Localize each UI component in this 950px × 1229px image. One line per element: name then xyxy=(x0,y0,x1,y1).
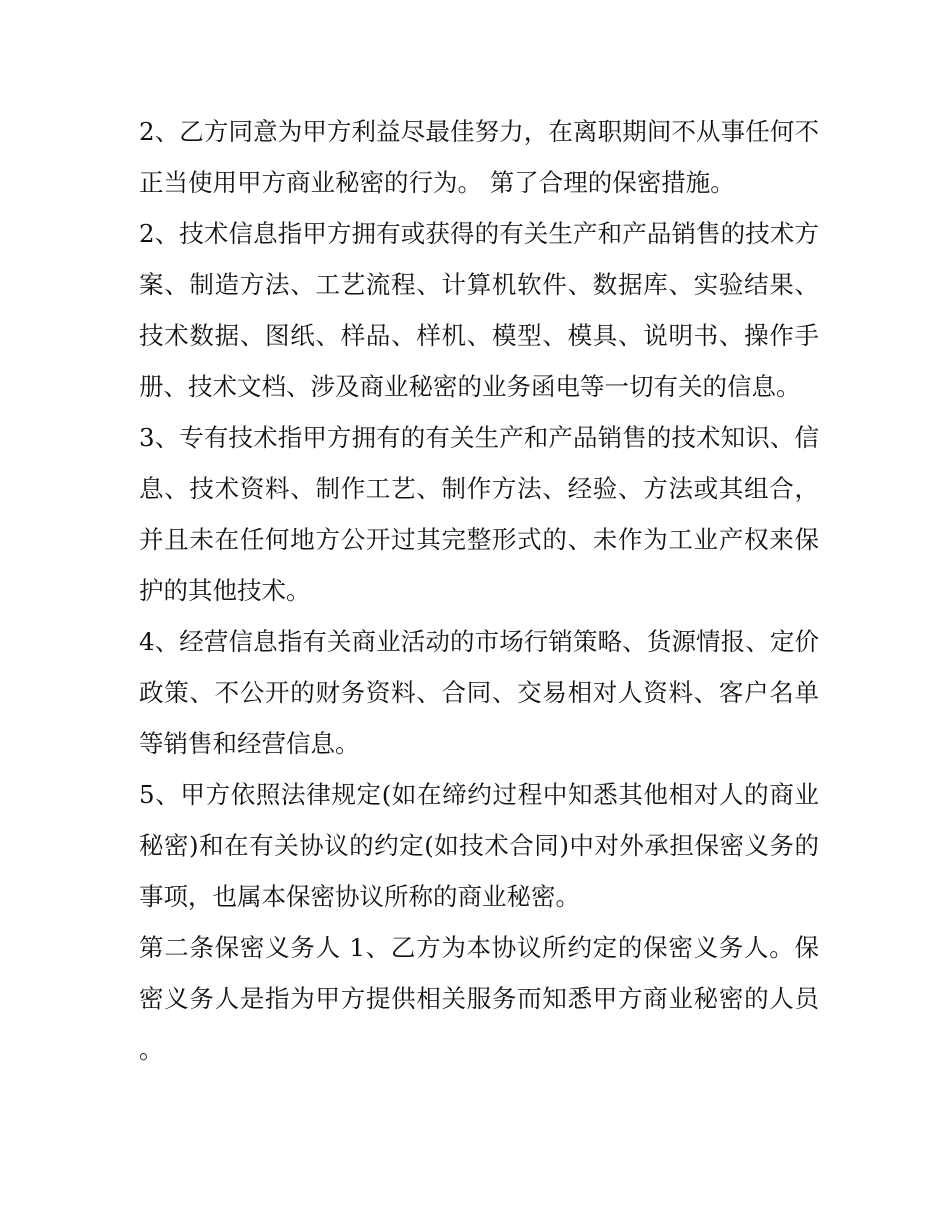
paragraph-1: 2、乙方同意为甲方利益尽最佳努力，在离职期间不从事任何不正当使用甲方商业秘密的行为。 第了合理的保密措施。 xyxy=(139,117,819,197)
document-body xyxy=(139,106,819,1075)
paragraph-5: 5、甲方依照法律规定(如在缔约过程中知悉其他相对人的商业秘密)和在有关协议的约定(如技术合同)中对外承担保密义务的事项，也属本保密协议所称的商业秘密。 xyxy=(139,780,819,911)
paragraph-3: 3、专有技术指甲方拥有的有关生产和产品销售的技术知识、信息、技术资料、制作工艺、制作方法、经验、方法或其组合，并且未在任何地方公开过其完整形式的、未作为工业产权来保护的其他技术。 xyxy=(139,423,819,605)
paragraph-4: 4、经营信息指有关商业活动的市场行销策略、货源情报、定价政策、不公开的财务资料、合同、交易相对人资料、客户名单等销售和经营信息。 xyxy=(139,627,819,758)
paragraph-2: 2、技术信息指甲方拥有或获得的有关生产和产品销售的技术方案、制造方法、工艺流程、计算机软件、数据库、实验结果、技术数据、图纸、样品、样机、模型、模具、说明书、操作手册、技术文档、涉及商业秘密的业务函电等一切有关的信息。 xyxy=(139,219,819,401)
paragraph-6: 第二条保密义务人 1、乙方为本协议所约定的保密义务人。保密义务人是指为甲方提供相关服务而知悉甲方商业秘密的人员。 xyxy=(139,933,819,1064)
